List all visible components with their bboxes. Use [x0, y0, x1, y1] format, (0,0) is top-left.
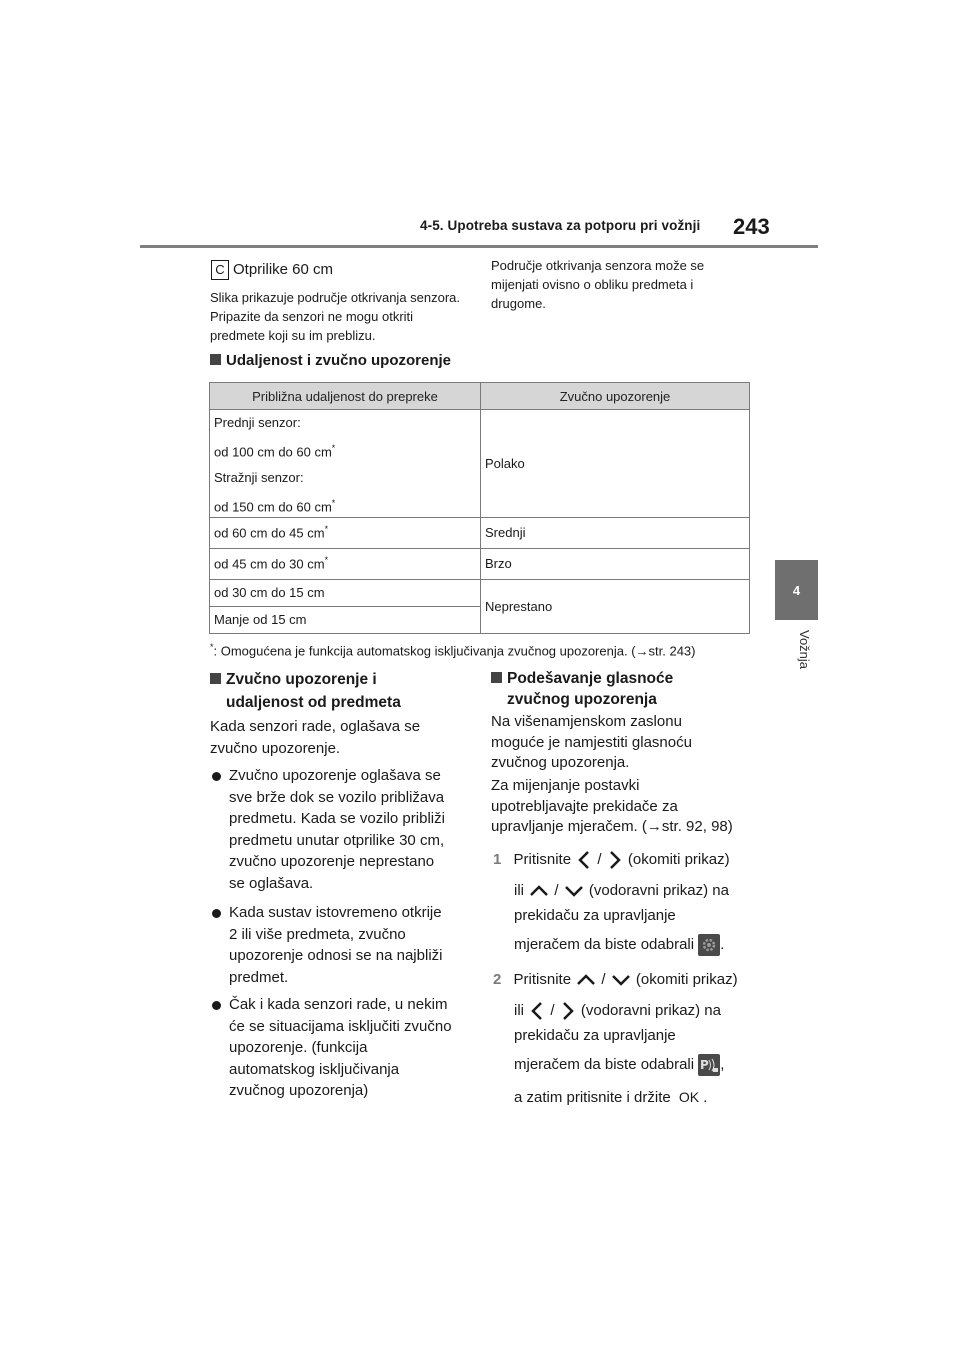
table-row: [210, 517, 750, 548]
table-cell-warning: Srednji: [481, 517, 750, 548]
table-header-warning: Zvučno upozorenje: [481, 383, 750, 410]
buzzer-intro: Kada senzori rade, oglašava se zvučno upozorenje.: [210, 718, 421, 757]
table-cell-distance: od 45 cm do 30 cm*: [210, 548, 481, 579]
chevron-up-icon: [528, 883, 550, 899]
table-cell-warning: Polako: [481, 410, 750, 518]
table-row: [210, 579, 750, 606]
chevron-up-icon: [575, 972, 597, 988]
footnote: *: Omogućena je funkcija automatskog isključivanja zvučnog upozorenja. (→str. 243): [210, 642, 696, 659]
front-sensor-label: Prednji senzor:: [214, 415, 301, 430]
running-header: 4-5. Upotreba sustava za potporu pri vožnji: [420, 218, 701, 233]
parking-sensor-icon: [698, 1054, 720, 1076]
header-rule: [140, 245, 818, 248]
table-header-row: [210, 383, 750, 410]
chevron-right-icon: [559, 1000, 577, 1022]
bullet-icon: [212, 1001, 221, 1010]
section-square-icon: [210, 354, 221, 365]
detection-area-note: Slika prikazuje područje otkrivanja senzora. Pripazite da senzori ne mogu otkriti predmete koji su im preblizu.: [210, 290, 461, 343]
step-2: 2 Pritisnite / (okomiti prikaz) ili / (vodoravni prikaz) na prekidaču za upravljanje mjeračem da biste odabrali P , a zatim pritisnite i držite OK .: [493, 971, 738, 1106]
table-cell-warning: Neprestano: [481, 579, 750, 633]
list-item: Kada sustav istovremeno otkrije 2 ili više predmeta, zvučno upozorenje odnosi se na najbliži predmet.: [212, 902, 442, 988]
step-1: 1 Pritisnite / (okomiti prikaz) ili / (vodoravni prikaz) na prekidaču za upravljanje mjeračem da biste odabrali .: [493, 848, 763, 957]
list-item: Zvučno upozorenje oglašava se sve brže dok se vozilo približava predmetu. Kada se vozilo približi predmetu unutar otprilike 30 cm, zvučno upozorenje neprestano se oglašava.: [212, 765, 445, 894]
table-cell-distance: Manje od 15 cm: [210, 606, 481, 633]
svg-text:P: P: [700, 1058, 710, 1073]
chevron-left-icon: [575, 849, 593, 871]
step-number: 1: [493, 851, 502, 868]
front-sensor-range: od 100 cm do 60 cm*: [214, 443, 336, 460]
ok-button-label: OK: [678, 1089, 700, 1105]
table-cell-warning: Brzo: [481, 548, 750, 579]
chevron-left-icon: [528, 1000, 546, 1022]
detection-range-note: Područje otkrivanja senzora može se mijenjati ovisno o obliku predmeta i drugome.: [491, 258, 705, 311]
rear-sensor-label: Stražnji senzor:: [214, 470, 304, 486]
distance-table: [209, 382, 750, 634]
table-row: [210, 548, 750, 579]
c-description: Otprilike 60 cm: [233, 261, 334, 278]
section-square-icon: [210, 673, 221, 684]
section-heading-volume: Podešavanje glasnoće zvučnog upozorenja: [491, 668, 673, 710]
table-header-distance: Približna udaljenost do prepreke: [210, 383, 481, 410]
table-cell-distance: od 60 cm do 45 cm*: [210, 517, 481, 548]
page-number: 243: [733, 214, 770, 239]
chapter-label: Vožnja: [797, 630, 812, 670]
bullet-icon: [212, 909, 221, 918]
section-square-icon: [491, 672, 502, 683]
section-heading-buzzer: Zvučno upozorenje i udaljenost od predmeta: [210, 668, 401, 714]
c-marker: C: [211, 260, 229, 280]
table-cell-distance: od 30 cm do 15 cm: [210, 579, 481, 606]
table-cell-distance: [210, 410, 481, 518]
section-heading-distance: Udaljenost i zvučno upozorenje: [210, 350, 451, 372]
rear-sensor-range: od 150 cm do 60 cm*: [214, 498, 336, 515]
settings-gear-icon: [698, 934, 720, 956]
bullet-icon: [212, 772, 221, 781]
step-number: 2: [493, 971, 502, 988]
chevron-down-icon: [610, 972, 632, 988]
list-item: Čak i kada senzori rade, u nekim će se situacijama isključiti zvučno upozorenje. (funkcija automatskog isključivanja zvučnog upozorenja): [212, 994, 452, 1102]
chevron-down-icon: [563, 883, 585, 899]
table-row: [210, 410, 750, 518]
volume-paragraph-2: Za mijenjanje postavki upotrebljavajte prekidače za upravljanje mjeračem. (→str. 92, 98): [491, 777, 733, 835]
chevron-right-icon: [606, 849, 624, 871]
chapter-tab: 4: [775, 560, 818, 620]
volume-paragraph-1: Na višenamjenskom zaslonu moguće je namjestiti glasnoću zvučnog upozorenja.: [491, 713, 692, 771]
